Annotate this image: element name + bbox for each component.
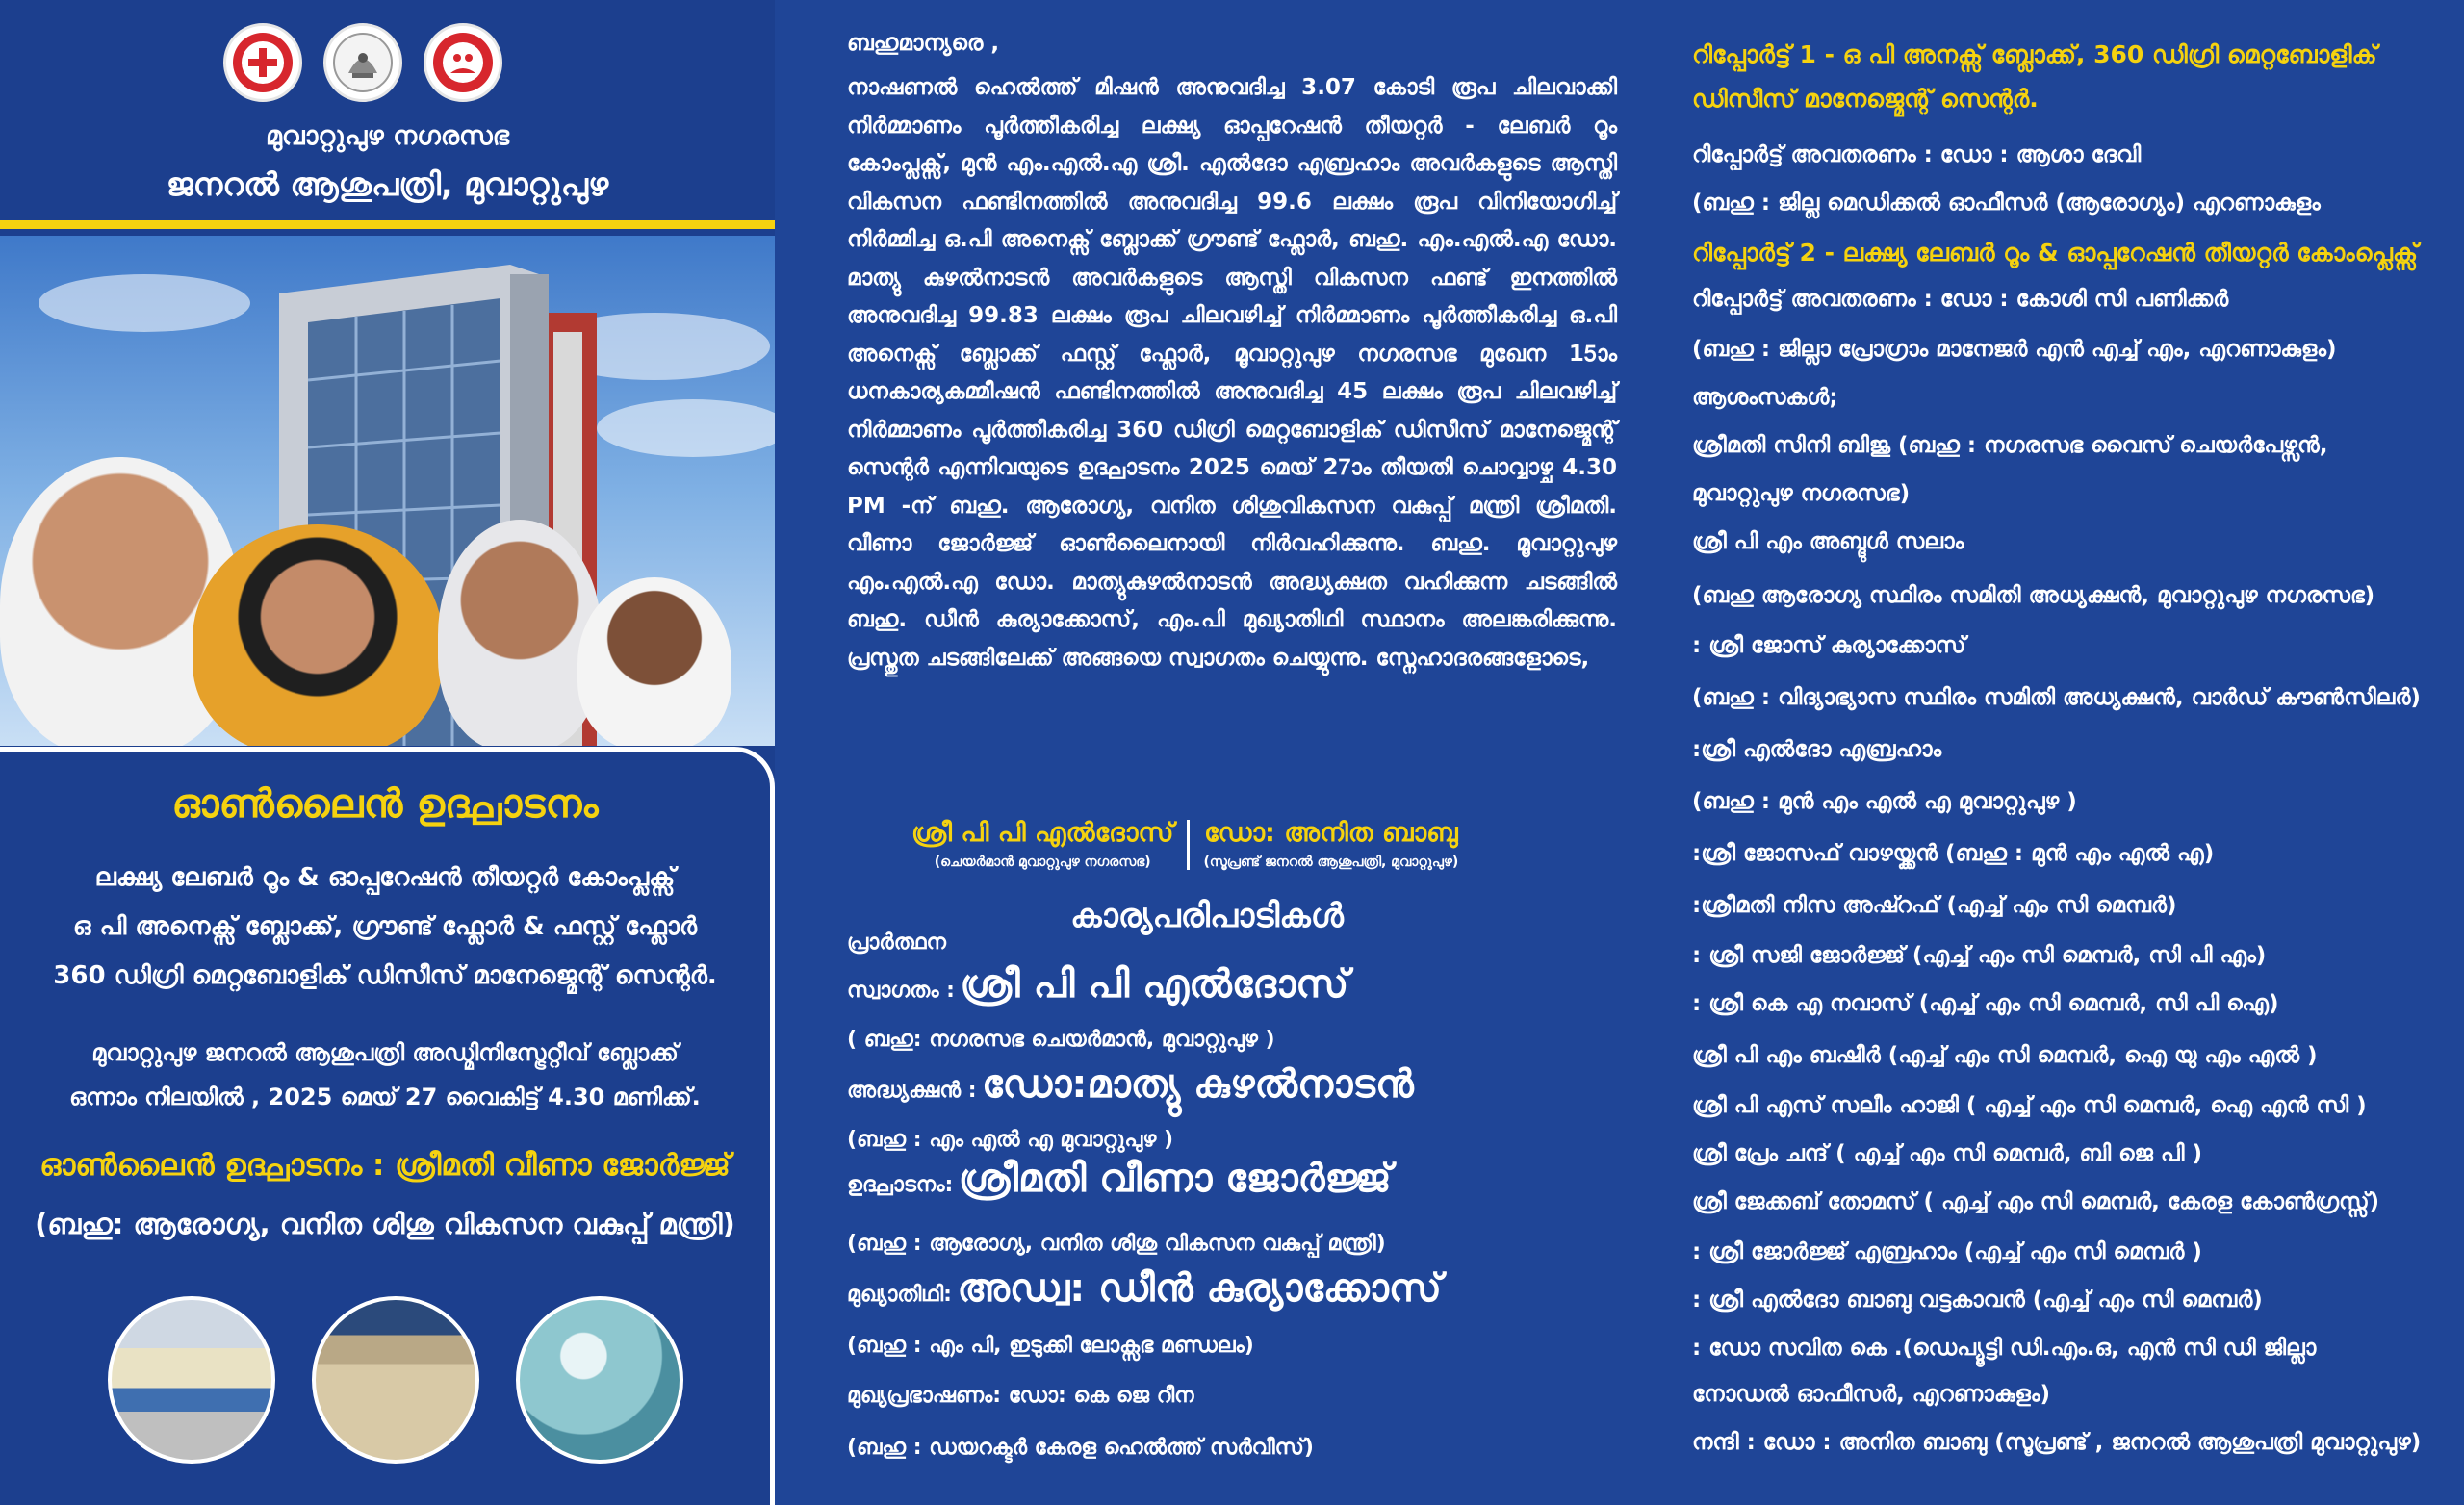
greetings-heading: ആശംസകൾ;	[1692, 385, 1838, 410]
person-3-photo	[438, 520, 602, 746]
inauguration-row	[847, 1157, 1392, 1201]
dhs-logo	[223, 23, 302, 102]
labour-room-photo	[312, 1296, 479, 1464]
greeting-item: : ഡോ സവിത കെ .(ഡെപ്യൂട്ടി ഡി.എം.ഒ, എൻ സി ഡി ജില്ലാ	[1692, 1336, 2317, 1361]
greeting-item: ശ്രീ പ്രേം ചന്ദ് ( എച്ച് എം സി മെമ്പർ, ബി ജെ പി )	[1692, 1141, 2203, 1166]
kerala-govt-logo	[323, 23, 402, 102]
hospital-title: ജനറൽ ആശുപത്രി, മുവാറ്റുപുഴ	[166, 166, 609, 203]
inauguration-role: (ബഹു : ആരോഗ്യ, വനിത ശിശു വികസന വകുപ്പ് മന്ത്രി)	[847, 1232, 1386, 1256]
nhm-logo	[424, 23, 502, 102]
right-panel	[1639, 0, 2464, 1505]
chair-row	[847, 1062, 1414, 1107]
inaugurator: ഓൺലൈൻ ഉദ്ഘാടനം : ശ്രീമതി വീണാ ജോർജ്ജ്	[39, 1148, 731, 1183]
middle-panel	[775, 0, 1639, 1505]
logo-row	[223, 23, 502, 102]
welcome-row	[847, 962, 1348, 1007]
greeting-item: ശ്രീ ജേക്കബ് തോമസ് ( എച്ച് എം സി മെമ്പർ, കേരള കോൺഗ്രസ്സ്)	[1692, 1189, 2380, 1214]
person-2-photo	[192, 524, 443, 746]
greeting-item: (ബഹു ആരോഗ്യ സ്ഥിരം സമിതി അധ്യക്ഷൻ, മുവാറ്റുപുഴ നഗരസഭ)	[1692, 583, 2375, 608]
report-2-role: (ബഹു : ജില്ലാ പ്രോഗ്രാം മാനേജർ എൻ എച്ച് എം, എറണാകുളം)	[1692, 337, 2337, 362]
greeting-item: : ശ്രീ എൽദോ ബാബു വട്ടകാവൻ (എച്ച് എം സി മെമ്പർ)	[1692, 1288, 2263, 1313]
hero-photo	[0, 236, 775, 746]
welcome-role: ( ബഹു: നഗരസഭ ചെയർമാൻ, മുവാറ്റുപുഴ )	[847, 1028, 1275, 1052]
signatory-1-name: ശ്രീ പി പി എൽദോസ്	[911, 818, 1174, 848]
greeting-item: (ബഹു : വിദ്യാഭ്യാസ സ്ഥിരം സമിതി അധ്യക്ഷൻ, വാർഡ് കൗൺസിലർ)	[1692, 685, 2421, 710]
keynote-role: (ബഹു : ഡയറക്ടർ കേരള ഹെൽത്ത് സർവീസ്)	[847, 1436, 1314, 1460]
report-2-title: റിപ്പോർട്ട് 2 - ലക്ഷ്യ ലേബർ റൂം & ഓപ്പറേഷൻ തീയറ്റർ കോംപ്ലെക്സ്	[1692, 239, 2418, 267]
left-panel	[0, 0, 775, 1505]
greeting-item: (ബഹു : മുൻ എം എൽ എ മുവാറ്റുപുഴ )	[1692, 789, 2077, 814]
kerala-emblem-icon	[331, 31, 395, 94]
signatory-divider	[1187, 820, 1190, 870]
signatory-1-role: (ചെയർമാൻ മുവാറ്റുപുഴ നഗരസഭ)	[934, 855, 1151, 870]
venue-line-2: ഒന്നാം നിലയിൽ , 2025 മെയ് 27 വൈകിട്ട് 4.30 മണിക്ക്.	[69, 1084, 701, 1110]
op-annex-photo	[108, 1296, 275, 1464]
municipality-name: മുവാറ്റുപുഴ നഗരസഭ	[265, 121, 510, 151]
signatory-1	[911, 818, 1173, 870]
greeting-item: : ശ്രീ കെ എ നവാസ് (എച്ച് എം സി മെമ്പർ, സി പി ഐ)	[1692, 991, 2279, 1016]
inauguration-card	[0, 747, 775, 1505]
greeting-item: :ശ്രീ ജോസഫ് വാഴയ്ക്കൻ (ബഹു : മുൻ എം എൽ എ)	[1692, 841, 2215, 866]
welcome-label: സ്വാഗതം :	[847, 979, 955, 1003]
greeting-item: ശ്രീമതി സിനി ബിജു (ബഹു : നഗരസഭ വൈസ് ചെയർപേഴ്സൻ,	[1692, 433, 2328, 458]
report-1-presenter: റിപ്പോർട്ട് അവതരണം : ഡോ : ആശാ ദേവി	[1692, 142, 2142, 167]
guest-label: മുഖ്യാതിഥി:	[847, 1283, 952, 1307]
invitation-letter	[847, 69, 1617, 677]
facility-2: ഒ പി അനെക്സ് ബ്ലോക്ക്, ഗ്രൗണ്ട് ഫ്ലോർ & ഫസ്റ്റ് ഫ്ലോർ	[72, 912, 698, 941]
report-1-title: റിപ്പോർട്ട് 1 - ഒ പി അനക്സ് ബ്ലോക്ക്, 360 ഡിഗ്രി മെറ്റബോളിക്	[1692, 40, 2377, 68]
signatories	[911, 818, 1458, 870]
guest-name: അഡ്വ: ഡീൻ കുര്യാക്കോസ്	[957, 1266, 1442, 1311]
inauguration-name: ശ്രീമതി വീണാ ജോർജ്ജ്	[958, 1157, 1392, 1201]
vote-of-thanks: നന്ദി : ഡോ : അനിത ബാബു (സൂപ്രണ്ട് , ജനറൽ ആശുപത്രി മുവാറ്റുപുഴ)	[1692, 1430, 2422, 1455]
header-divider	[0, 220, 775, 229]
greeting-item: : ശ്രീ ജോർജ്ജ് എബ്രഹാം (എച്ച് എം സി മെമ്പർ )	[1692, 1239, 2202, 1264]
nhm-emblem-icon	[431, 31, 495, 94]
signatory-2	[1203, 818, 1458, 870]
report-2-presenter: റിപ്പോർട്ട് അവതരണം : ഡോ : കോശി സി പണിക്കർ	[1692, 287, 2229, 312]
report-1-role: (ബഹു : ജില്ല മെഡിക്കൽ ഓഫീസർ (ആരോഗ്യം) എറണാകുളം	[1692, 191, 2321, 216]
venue-info	[0, 1031, 770, 1119]
person-4-photo	[578, 577, 732, 746]
greeting-item: :ശ്രീമതി നിസ അഷ്റഫ് (എച്ച് എം സി മെമ്പർ)	[1692, 893, 2177, 918]
greeting-item: :ശ്രീ എൽദോ എബ്രഹാം	[1692, 737, 1942, 762]
greeting-item: : ശ്രീ ജോസ് കുര്യാക്കോസ്	[1692, 633, 1966, 658]
greeting-item: നോഡൽ ഓഫീസർ, എറണാകുളം)	[1692, 1382, 2050, 1407]
welcome-name: ശ്രീ പി പി എൽദോസ്	[960, 962, 1349, 1007]
greeting-item: ശ്രീ പി എം അബ്ദുൾ സലാം	[1692, 529, 1964, 554]
inauguration-label: ഉദ്ഘാടനം:	[847, 1173, 954, 1197]
guest-row	[847, 1266, 1442, 1311]
prayer: പ്രാർത്ഥന	[847, 931, 946, 955]
signatory-2-role: (സൂപ്രണ്ട് ജനറൽ ആശുപത്രി, മുവാറ്റുപുഴ)	[1203, 855, 1459, 870]
chair-role: (ബഹു : എം എൽ എ മുവാറ്റുപുഴ )	[847, 1128, 1174, 1152]
facility-1: ലക്ഷ്യ ലേബർ റൂം & ഓപ്പറേഷൻ തീയറ്റർ കോംപ്ലക്സ്	[94, 863, 676, 892]
dhs-emblem-icon	[231, 31, 295, 94]
signatory-2-name: ഡോ: അനിത ബാബു	[1204, 818, 1458, 848]
chair-label: അദ്ധ്യക്ഷൻ :	[847, 1079, 977, 1103]
greeting-item: : ശ്രീ സജി ജോർജ്ജ് (എച്ച് എം സി മെമ്പർ, സി പി എം)	[1692, 943, 2267, 968]
facility-photos	[108, 1296, 683, 1464]
report-1-title-cont: ഡിസീസ് മാനേജ്മെന്റ് സെന്റർ.	[1692, 85, 2039, 113]
hospital-name	[0, 121, 775, 204]
operation-theatre-photo	[516, 1296, 683, 1464]
greeting-item: ശ്രീ പി എം ബഷീർ (എച്ച് എം സി മെമ്പർ, ഐ യു എം എൽ )	[1692, 1043, 2318, 1068]
greeting-item: മുവാറ്റുപുഴ നഗരസഭ)	[1692, 481, 1911, 506]
salutation: ബഹുമാന്യരെ ,	[847, 31, 1000, 56]
chair-name: ഡോ:മാത്യു കുഴൽനാടൻ	[982, 1062, 1414, 1107]
card-title: ഓൺലൈൻ ഉദ്ഘാടനം	[171, 780, 599, 827]
inaugurator-role: (ബഹു: ആരോഗ്യ, വനിത ശിശു വികസന വകുപ്പ് മന്ത്രി)	[35, 1208, 735, 1240]
keynote: മുഖ്യപ്രഭാഷണം: ഡോ: കെ ജെ റീന	[847, 1384, 1194, 1408]
greeting-item: ശ്രീ പി എസ് സലീം ഹാജി ( എച്ച് എം സി മെമ്പർ, ഐ എൻ സി )	[1692, 1093, 2367, 1118]
venue-line-1: മുവാറ്റുപുഴ ജനറൽ ആശുപത്രി അഡ്മിനിസ്ട്രേറ്റീവ് ബ്ലോക്ക്	[91, 1039, 679, 1066]
facility-3: 360 ഡിഗ്രി മെറ്റബോളിക് ഡിസീസ് മാനേജ്മെന്റ് സെന്റർ.	[53, 961, 717, 990]
facility-list	[0, 854, 770, 1001]
letter-body: നാഷണൽ ഹെൽത്ത് മിഷൻ അനുവദിച്ച 3.07 കോടി രൂപ ചിലവാക്കി നിർമ്മാണം പൂർത്തീകരിച്ച ലക്ഷ്യ ഓപ്പറേഷൻ തീയറ്റർ - ലേബർ റൂം കോംപ്ലക്സ്, മുൻ എം.എൽ.എ ശ്രീ. എൽദോ എബ്രഹാം അവർകളുടെ ആസ്തി വികസന ഫണ്ടിനത്തിൽ അനുവദിച്ച 99.6 ലക്ഷം രൂപ വിനിയോഗിച്ച് നിർമ്മിച്ച ഒ.പി അനെക്സ് ബ്ലോക്ക് ഗ്രൗണ്ട് ഫ്ലോർ, ബഹു. എം.എൽ.എ ഡോ. മാത്യു കുഴൽനാടൻ അവർകളുടെ ആസ്തി വികസന ഫണ്ട് ഇനത്തിൽ അനുവദിച്ച 99.83 ലക്ഷം രൂപ ചിലവഴിച്ച് നിർമ്മാണം പൂർത്തീകരിച്ച ഒ.പി അനെക്സ് ബ്ലോക്ക് ഫസ്റ്റ് ഫ്ലോർ, മൂവാറ്റുപുഴ നഗരസഭ മുഖേന 15ാം ധനകാര്യകമ്മീഷൻ ഫണ്ടിനത്തിൽ അനുവദിച്ച 45 ലക്ഷം രൂപ ചിലവഴിച്ച് നിർമ്മാണം പൂർത്തീകരിച്ച 360 ഡിഗ്രി മെറ്റബോളിക് ഡിസീസ് മാനേജ്മെന്റ് സെന്റർ എന്നിവയുടെ ഉദ്ഘാടനം 2025 മെയ് 27ാം തീയതി ചൊവ്വാഴ്ച 4.30 PM -ന് ബഹു. ആരോഗ്യ, വനിത ശിശുവികസന വകുപ്പ് മന്ത്രി ശ്രീമതി. വീണാ ജോർജ്ജ് ഓൺലൈനായി നിർവഹിക്കുന്നു. ബഹു. മൂവാറ്റുപുഴ എം.എൽ.എ ഡോ. മാത്യുകുഴൽനാടൻ അദ്ധ്യക്ഷത വഹിക്കുന്ന ചടങ്ങിൽ ബഹു. ഡീൻ കുര്യാക്കോസ്, എം.പി മുഖ്യാതിഥി സ്ഥാനം അലങ്കരിക്കുന്നു. പ്രസ്തുത ചടങ്ങിലേക്ക് അങ്ങയെ സ്വാഗതം ചെയ്യുന്നു. സ്നേഹാദരങ്ങളോടെ,	[847, 75, 1617, 671]
programme-title: കാര്യപരിപാടികൾ	[1070, 897, 1344, 935]
guest-role: (ബഹു : എം പി, ഇടുക്കി ലോക്സഭ മണ്ഡലം)	[847, 1334, 1254, 1358]
